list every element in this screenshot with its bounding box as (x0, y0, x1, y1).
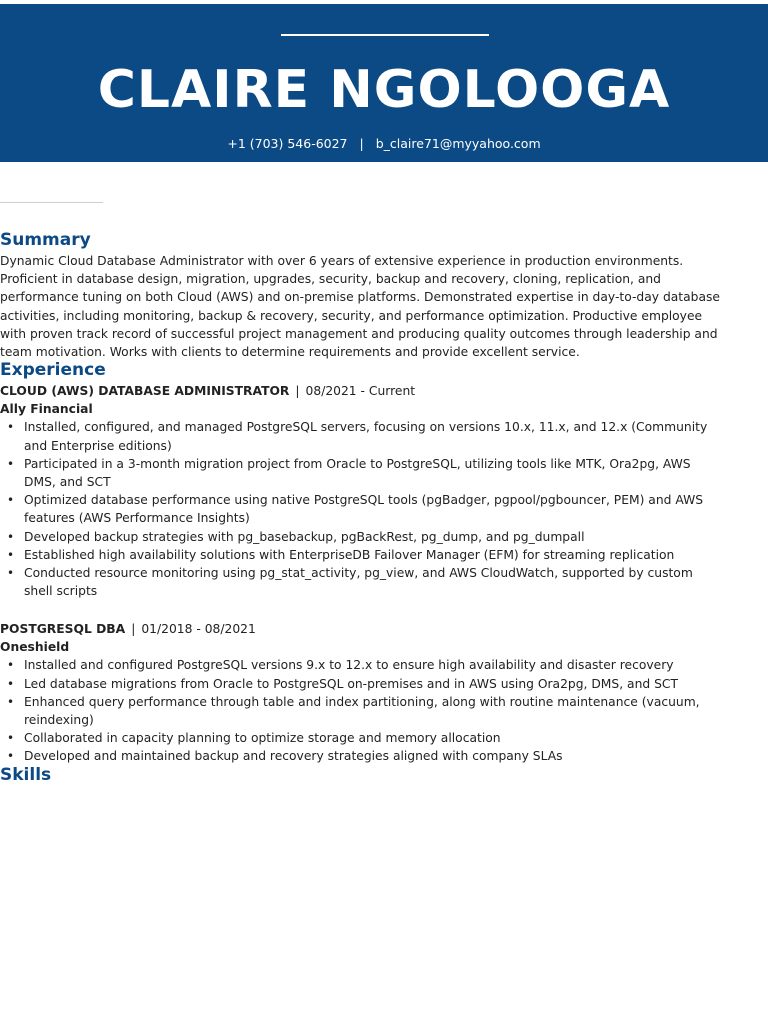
job-bullet (7, 693, 714, 729)
job-header (0, 620, 740, 638)
bullet-text: Collaborated in capacity planning to optimize storage and memory allocation (24, 731, 501, 746)
job-dates: 08/2021 - Current (305, 384, 416, 398)
bullet-icon: • (7, 694, 15, 709)
job-entry (0, 382, 740, 600)
bullet-text: Optimized database performance using native PostgreSQL tools (pgBadger, pgpool/pgbouncer, PEM) and AWS features (AWS Performance Insights) (24, 493, 704, 526)
job-bullets (0, 418, 740, 600)
summary-text: Dynamic Cloud Database Administrator with over 6 years of extensive experience in production environments. Proficient in database design, migration, upgrades, security, backup and recovery, cloning, replication, and performance tuning on both Cloud (AWS) and on-premise platforms. Demonstrated expertise in day-to-day database activities, including monitoring, backup & recovery, security, and performance optimization. Productive employee with proven track record of successful project management and producing quality outcomes through leadership and team motivation. Works with clients to determine requirements and provide excellent service. (0, 254, 720, 360)
job-bullet (7, 564, 714, 600)
job-separator: | (131, 622, 136, 636)
contact-line (0, 135, 768, 153)
job-separator: | (295, 384, 300, 398)
bullet-icon: • (7, 676, 15, 691)
bullet-text: Established high availability solutions with EnterpriseDB Failover Manager (EFM) for streaming replication (24, 547, 675, 562)
summary-heading: Summary (0, 230, 91, 250)
bullet-text: Installed, configured, and managed PostgreSQL servers, focusing on versions 10.x, 11.x, and 12.x (Community and Enterprise editions) (24, 420, 708, 453)
bullet-icon: • (7, 566, 15, 581)
company-name: Ally Financial (0, 402, 93, 417)
job-bullet (7, 418, 714, 454)
bullet-icon: • (7, 529, 15, 544)
job-bullet (7, 491, 714, 527)
job-bullets (0, 656, 740, 765)
bullet-text: Developed backup strategies with pg_basebackup, pgBackRest, pg_dump, and pg_dumpall (24, 529, 585, 544)
bullet-icon: • (7, 456, 15, 471)
bullet-text: Led database migrations from Oracle to PostgreSQL on-premises and in AWS using Ora2pg, DMS, and SCT (24, 676, 678, 691)
candidate-name: CLAIRE NGOLOOGA (97, 60, 671, 120)
job-bullet (7, 656, 714, 674)
job-header (0, 382, 740, 400)
bullet-icon: • (7, 749, 15, 764)
bullet-text: Developed and maintained backup and recovery strategies aligned with company SLAs (24, 749, 563, 764)
bullet-text: Participated in a 3-month migration project from Oracle to PostgreSQL, utilizing tools like MTK, Ora2pg, AWS DMS, and SCT (24, 456, 691, 490)
bullet-text: Conducted resource monitoring using pg_stat_activity, pg_view, and AWS CloudWatch, supported by custom shell scripts (24, 566, 693, 599)
job-dates: 01/2018 - 08/2021 (141, 622, 256, 636)
header-banner (0, 4, 768, 162)
job-title: POSTGRESQL DBA (0, 622, 126, 636)
bullet-icon: • (7, 493, 15, 508)
bullet-text: Enhanced query performance through table and index partitioning, along with routine maintenance (vacuum, reindexing) (24, 694, 700, 728)
company-name: Oneshield (0, 640, 70, 655)
job-bullet (7, 528, 714, 546)
job-bullet (7, 747, 714, 765)
bullet-icon: • (7, 547, 15, 562)
section-divider (0, 202, 103, 203)
job-title: CLOUD (AWS) DATABASE ADMINISTRATOR (0, 384, 290, 398)
bullet-icon: • (7, 658, 15, 673)
bullet-icon: • (7, 420, 15, 435)
job-bullet (7, 455, 714, 491)
job-bullet (7, 729, 714, 747)
contact-separator: | (359, 136, 364, 151)
job-entry (0, 620, 740, 766)
job-bullet (7, 546, 714, 564)
bullet-icon: • (7, 731, 15, 746)
header-divider (281, 34, 489, 36)
skills-heading: Skills (0, 765, 52, 785)
bullet-text: Installed and configured PostgreSQL versions 9.x to 12.x to ensure high availability and disaster recovery (24, 658, 674, 673)
phone-number: +1 (703) 546-6027 (227, 136, 348, 151)
experience-heading: Experience (0, 360, 106, 380)
job-bullet (7, 675, 714, 693)
email-address: b_claire71@myyahoo.com (375, 136, 541, 151)
